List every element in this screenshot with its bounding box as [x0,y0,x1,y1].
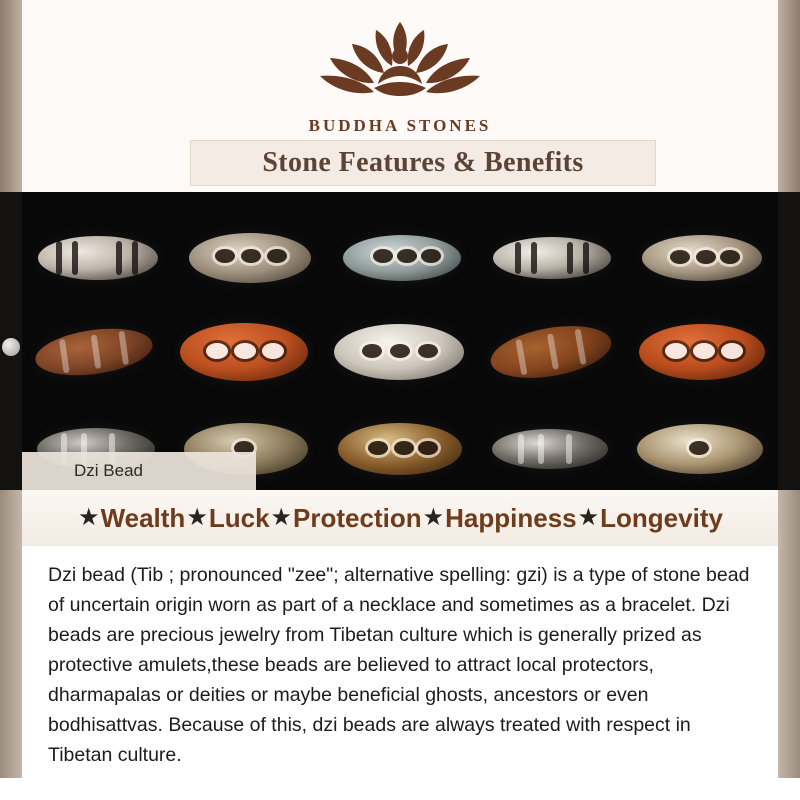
star-icon: ★ [186,504,208,531]
bead-item [492,429,608,469]
photo-left-edge [0,192,22,490]
description-text: Dzi bead (Tib ; pronounced "zee"; alternative spelling: gzi) is a type of stone bead of uncertain origin worn as part of a necklace and sometimes as a bracelet. Dzi beads are precious jewelry from Tibetan culture which is generally prized as protective amulets,these beads are believed to attract local protectors, dharmapalas or deities or maybe beneficial ghosts, ancestors or even bodhisattvas. Because of this, dzi beads are always treated with respect in Tibetan culture. [48,564,750,766]
page-title [190,140,656,186]
benefit-luck: Luck [208,502,270,533]
lotus-meditation-icon [312,14,488,112]
benefit-happiness: Happiness [445,502,577,533]
bead-item [334,324,464,380]
description-panel [22,546,778,778]
benefits-bar [22,490,778,546]
bead-item [642,235,762,281]
photo-caption-tag [22,452,256,490]
bead-item [33,322,156,382]
bead-row-2 [22,304,778,400]
benefit-protection: Protection [293,502,422,533]
bead-item [180,323,308,381]
photo-right-edge [778,192,800,490]
benefit-wealth: Wealth [100,502,186,533]
benefit-longevity: Longevity [600,502,723,533]
bead-item [38,236,158,280]
right-border [778,490,800,800]
bead-row-1 [22,214,778,302]
bottom-strip [0,778,800,800]
star-icon: ★ [270,504,293,531]
bead-item [637,424,763,474]
photo-caption-text: Dzi Bead [74,461,143,480]
bead-item [189,233,311,283]
bead-item [338,423,462,475]
brand-name: BUDDHA STONES [308,116,492,135]
star-icon: ★ [422,504,445,531]
bead-item [493,237,611,279]
star-icon: ★ [577,504,600,531]
bead-item [343,235,461,281]
header-panel [22,0,778,192]
left-border [0,490,22,800]
dzi-bead-photo-grid [22,192,778,490]
brand-logo [22,14,778,136]
clasp-bead-icon [2,338,20,356]
page-title-text: Stone Features & Benefits [262,147,584,178]
bead-item [487,318,615,386]
star-icon: ★ [78,504,100,531]
bead-item [639,324,765,380]
